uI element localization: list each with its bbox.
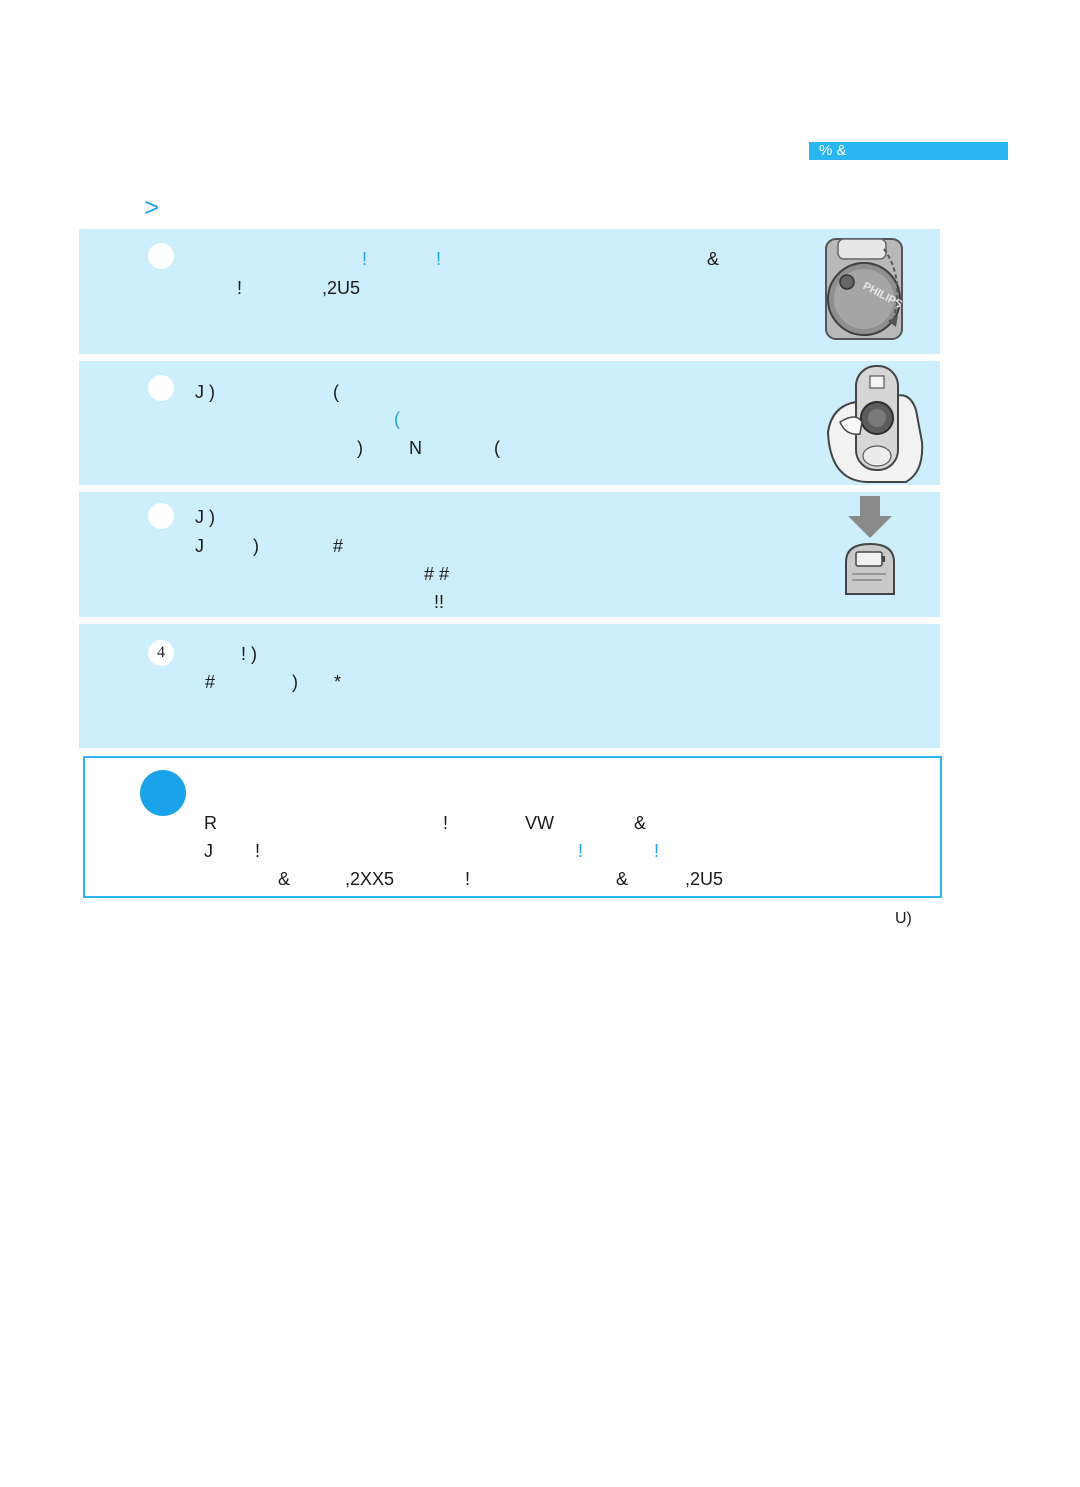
step-3-text: J: [195, 536, 204, 556]
section-mark: >: [144, 192, 160, 222]
step-3-text: !!: [434, 592, 445, 612]
player-in-hand-icon: [826, 362, 926, 484]
note-text: !: [654, 841, 660, 861]
step-panel-1: [79, 229, 940, 354]
step-2-text: (: [394, 409, 400, 429]
step-4-text: ! ): [241, 644, 257, 664]
note-text: !: [465, 869, 471, 889]
step-3-text: #: [333, 536, 344, 556]
step-1-text: &: [707, 249, 720, 269]
step-4-text: #: [205, 672, 216, 692]
note-text: VW: [525, 813, 554, 833]
step-1-text: ,2U5: [322, 278, 361, 298]
page-number: U): [895, 910, 912, 927]
step-number-2: [148, 375, 174, 401]
note-text: !: [255, 841, 261, 861]
step-4-text: *: [334, 672, 342, 692]
step-2-text: (: [333, 382, 339, 402]
header-bar-text: % &: [819, 142, 847, 159]
note-icon: [140, 770, 186, 816]
note-text: ,2XX5: [345, 869, 395, 889]
battery-insert-arrow-icon: [842, 494, 898, 598]
note-text: &: [278, 869, 291, 889]
header-bar: [809, 142, 1008, 160]
step-number-1: [148, 243, 174, 269]
step-3-text: ): [253, 536, 259, 556]
step-2-text: J ): [195, 382, 215, 402]
note-text: &: [634, 813, 647, 833]
step-2-text: (: [494, 438, 500, 458]
note-text: !: [578, 841, 584, 861]
note-text: ,2U5: [685, 869, 724, 889]
step-3-text: # #: [424, 564, 450, 584]
step-number-4: 4: [148, 640, 174, 666]
step-panel-2: [79, 361, 940, 485]
brand-logo: PHILIPS: [860, 280, 905, 311]
step-2-text: ): [357, 438, 363, 458]
step-1-text: !: [362, 249, 368, 269]
step-2-text: N: [409, 438, 422, 458]
step-3-text: J ): [195, 507, 215, 527]
step-4-text: ): [292, 672, 298, 692]
player-rotate-cover-icon: [824, 237, 906, 341]
note-text: &: [616, 869, 629, 889]
step-1-text: !: [237, 278, 243, 298]
note-text: J: [204, 841, 213, 861]
step-1-text: !: [436, 249, 442, 269]
step-number-3: [148, 503, 174, 529]
note-text: !: [443, 813, 449, 833]
note-text: R: [204, 813, 217, 833]
